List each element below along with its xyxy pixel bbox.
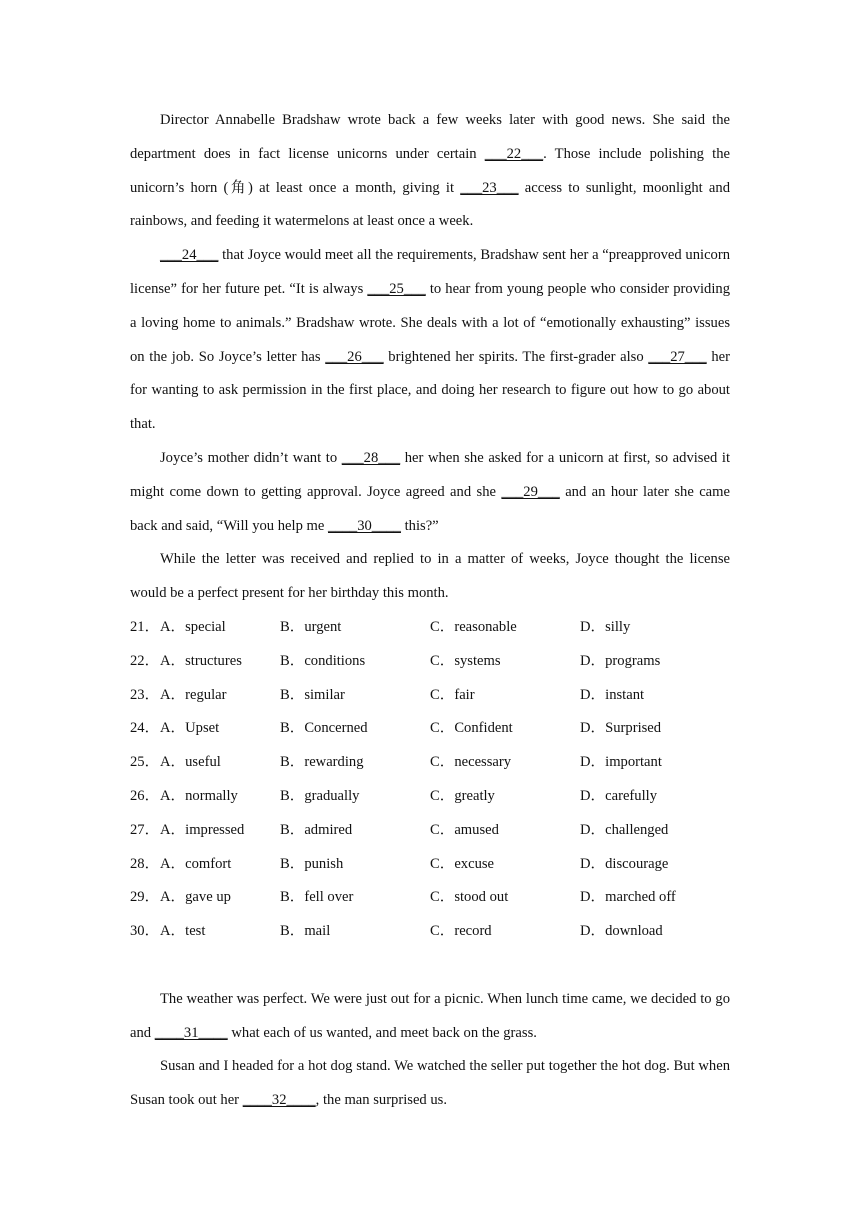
option-d: D．instant (580, 686, 645, 703)
paragraph (130, 983, 730, 1051)
option-c: C．necessary (430, 754, 512, 771)
option-c: C．record (430, 923, 492, 940)
option-c: C．amused (430, 821, 499, 838)
question-row (130, 611, 730, 645)
option-b: B．gradually (280, 787, 360, 804)
question-number: 25． (130, 754, 160, 771)
answer-blank: ___25___ (367, 280, 426, 297)
question-row (130, 645, 730, 679)
option-c: C．stood out (430, 889, 509, 906)
text-segment: brightened her spirits. The first-grader also (383, 348, 649, 365)
paragraph (130, 442, 730, 543)
text-segment: that Joyce would meet all the requirements, Bradshaw sent her a “preapproved unicorn license” for her future pet. “It is always (130, 247, 730, 297)
text-segment: While the letter was received and replied to in a matter of weeks, Joyce thought the license would be a perfect present for her birthday this month. (130, 551, 730, 602)
question-row (130, 679, 730, 713)
option-c: C．Confident (430, 720, 513, 737)
text-segment: to hear from young people who consider providing a loving home to animals.” Bradshaw wrote. She deals with a lot of “emotionally exhausting” issues on the job. So Joyce’s letter has (130, 280, 730, 365)
option-a: A．impressed (160, 821, 245, 838)
option-c: C．systems (430, 652, 501, 669)
question-row (130, 915, 730, 949)
paragraph (130, 1050, 730, 1118)
text-segment: this?” (400, 517, 439, 534)
option-a: A．gave up (160, 889, 231, 906)
passage-2 (130, 983, 730, 1118)
text-segment: her when she asked for a unicorn at first, so advised it might come down to getting approval. Joyce agreed and she (130, 449, 730, 500)
option-d: D．important (580, 754, 662, 771)
option-b: B．similar (280, 686, 345, 703)
question-number: 28． (130, 855, 160, 872)
option-c: C．excuse (430, 855, 495, 872)
option-d: D．download (580, 923, 663, 940)
option-a: A．Upset (160, 720, 220, 737)
answer-blank: ___22___ (484, 145, 544, 162)
question-row (130, 712, 730, 746)
option-b: B．admired (280, 821, 353, 838)
option-b: B．Concerned (280, 720, 368, 737)
option-d: D．challenged (580, 821, 669, 838)
answer-blank: ___29___ (501, 483, 560, 500)
option-b: B．conditions (280, 652, 366, 669)
question-row (130, 780, 730, 814)
passage-1 (130, 104, 730, 611)
text-segment: what each of us wanted, and meet back on the grass. (227, 1024, 537, 1041)
section-gap (130, 949, 730, 983)
text-segment: The weather was perfect. We were just out for a picnic. When lunch time came, we decided to go and (130, 990, 730, 1041)
option-d: D．programs (580, 652, 661, 669)
text-segment: Director Annabelle Bradshaw wrote back a few weeks later with good news. She said the department does in fact license unicorns under certain (130, 112, 730, 162)
question-number: 23． (130, 686, 160, 703)
question-number: 27． (130, 821, 160, 838)
question-number: 26． (130, 787, 160, 804)
answer-blank: ___27___ (648, 348, 707, 365)
text-segment: . Those include polishing the unicorn’s horn (角) at least once a month, giving it (130, 145, 730, 196)
answer-blank: ___24___ (160, 247, 219, 264)
question-number: 21． (130, 618, 160, 635)
question-number: 24． (130, 720, 160, 737)
answer-blank: ____31____ (154, 1024, 228, 1041)
question-row (130, 848, 730, 882)
option-a: A．useful (160, 754, 221, 771)
question-number: 22． (130, 652, 160, 669)
document-page (130, 104, 730, 1118)
option-b: B．mail (280, 923, 331, 940)
answer-blank: ____30____ (328, 517, 401, 534)
text-segment: Joyce’s mother didn’t want to (160, 449, 342, 466)
question-row (130, 746, 730, 780)
question-row (130, 814, 730, 848)
option-a: A．special (160, 618, 226, 635)
question-number: 30． (130, 923, 160, 940)
option-b: B．punish (280, 855, 344, 872)
paragraph (130, 543, 730, 611)
option-d: D．discourage (580, 855, 669, 872)
option-b: B．rewarding (280, 754, 364, 771)
paragraph (130, 104, 730, 239)
text-segment: Susan and I headed for a hot dog stand. We watched the seller put together the hot dog. But when Susan took out her (130, 1058, 730, 1109)
option-a: A．comfort (160, 855, 232, 872)
option-c: C．fair (430, 686, 475, 703)
option-b: B．urgent (280, 618, 342, 635)
answer-blank: ___26___ (325, 348, 384, 365)
question-number: 29． (130, 889, 160, 906)
option-c: C．greatly (430, 787, 495, 804)
option-d: D．carefully (580, 787, 657, 804)
options-list (130, 611, 730, 949)
text-segment: , the man surprised us. (315, 1092, 447, 1109)
option-a: A．structures (160, 652, 242, 669)
answer-blank: ____32____ (242, 1092, 316, 1109)
option-d: D．Surprised (580, 720, 662, 737)
option-a: A．test (160, 923, 206, 940)
question-row (130, 881, 730, 915)
option-d: D．silly (580, 618, 631, 635)
answer-blank: ___23___ (460, 179, 519, 196)
text-segment: and an hour later she came back and said, “Will you help me (130, 483, 730, 534)
option-b: B．fell over (280, 889, 354, 906)
option-a: A．normally (160, 787, 238, 804)
option-c: C．reasonable (430, 618, 517, 635)
option-d: D．marched off (580, 889, 676, 906)
paragraph (130, 239, 730, 442)
answer-blank: ___28___ (341, 449, 401, 466)
text-segment: access to sunlight, moonlight and rainbows, and feeding it watermelons at least once a week. (130, 179, 730, 230)
option-a: A．regular (160, 686, 227, 703)
text-segment: her for wanting to ask permission in the first place, and doing her research to figure out how to go about that. (130, 348, 730, 433)
